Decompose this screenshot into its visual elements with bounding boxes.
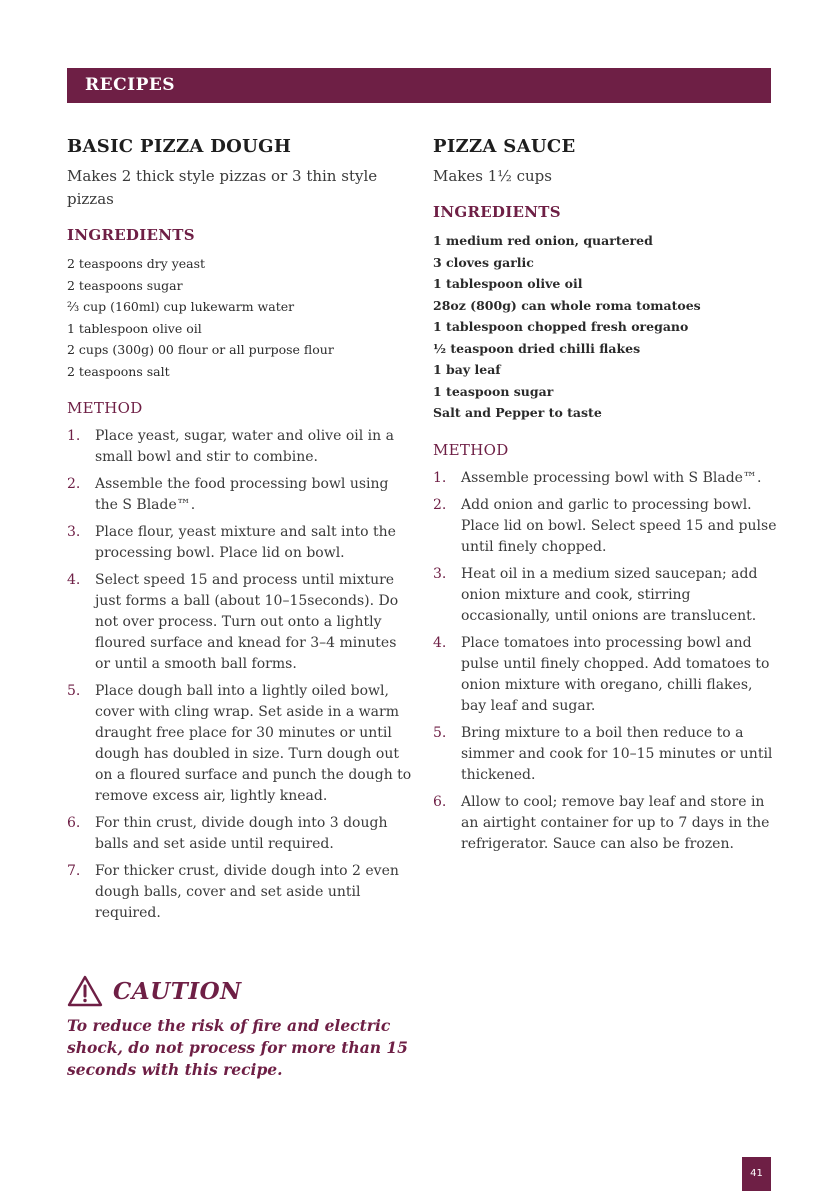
method-step xyxy=(433,564,778,627)
method-steps xyxy=(67,426,412,924)
step-text: For thicker crust, divide dough into 2 even dough balls, cover and set aside until required. xyxy=(95,863,399,921)
step-text: Assemble the food processing bowl using the S Blade™. xyxy=(95,476,389,513)
method-step xyxy=(67,681,412,807)
ingredient-item: 1 medium red onion, quartered xyxy=(433,233,653,248)
step-text: Assemble processing bowl with S Blade™. xyxy=(461,469,762,486)
method-step xyxy=(67,522,412,564)
ingredients-list xyxy=(433,230,778,424)
step-number: 6. xyxy=(433,793,447,810)
ingredient-item: 1 tablespoon olive oil xyxy=(67,320,202,336)
ingredients-heading: INGREDIENTS xyxy=(433,203,561,221)
section-header-title: RECIPES xyxy=(85,75,176,95)
caution-text: To reduce the risk of fire and electric shock, do not process for more than 15 seconds with this recipe. xyxy=(67,1016,408,1079)
step-text: Allow to cool; remove bay leaf and store in an airtight container for up to 7 days in the refrigerator. Sauce can also be frozen. xyxy=(461,793,770,852)
step-number: 1. xyxy=(433,469,447,486)
method-step xyxy=(433,723,778,786)
pizza-dough-recipe xyxy=(67,136,412,930)
method-heading: METHOD xyxy=(433,440,509,459)
method-step xyxy=(67,861,412,924)
method-steps xyxy=(433,468,778,855)
step-text: Bring mixture to a boil then reduce to a simmer and cook for 10–15 minutes or until thickened. xyxy=(461,724,773,783)
ingredient-item: 1 tablespoon olive oil xyxy=(433,276,583,291)
caution-header xyxy=(67,975,412,1007)
caution-title: CAUTION xyxy=(113,977,242,1005)
ingredient-item: 1 bay leaf xyxy=(433,362,501,377)
ingredient-item: 2 teaspoons salt xyxy=(67,363,170,379)
section-header xyxy=(67,68,771,103)
ingredients-list xyxy=(67,253,412,382)
recipe-yield: Makes 1½ cups xyxy=(433,167,552,185)
step-number: 5. xyxy=(67,683,81,699)
method-step xyxy=(67,570,412,675)
step-number: 3. xyxy=(67,524,81,540)
step-text: Place flour, yeast mixture and salt into the processing bowl. Place lid on bowl. xyxy=(95,524,396,561)
page-number: 41 xyxy=(742,1157,771,1191)
ingredient-item: 1 teaspoon sugar xyxy=(433,383,554,399)
step-text: Place dough ball into a lightly oiled bowl, cover with cling wrap. Set aside in a warm draught free place for 30 minutes or until dough has doubled in size. Turn dough out on a floured surface and punch the dough to remove excess air, lightly knead. xyxy=(95,683,412,804)
step-number: 1. xyxy=(67,428,81,444)
step-number: 4. xyxy=(67,572,81,588)
method-step xyxy=(433,633,778,717)
recipe-title: BASIC PIZZA DOUGH xyxy=(67,136,292,157)
step-number: 3. xyxy=(433,565,447,582)
recipe-yield: Makes 2 thick style pizzas or 3 thin style pizzas xyxy=(67,167,378,208)
ingredient-item: 2 teaspoons dry yeast xyxy=(67,256,206,271)
step-text: Heat oil in a medium sized saucepan; add onion mixture and cook, stirring occasionally, until onions are translucent. xyxy=(461,565,758,624)
ingredient-item: 3 cloves garlic xyxy=(433,254,534,270)
caution-box xyxy=(67,975,412,1081)
method-step xyxy=(67,426,412,468)
ingredient-item: 1 tablespoon chopped fresh oregano xyxy=(433,319,689,334)
warning-triangle-icon xyxy=(67,975,103,1007)
method-step xyxy=(433,468,778,489)
step-text: Place yeast, sugar, water and olive oil in a small bowl and stir to combine. xyxy=(95,428,394,465)
step-number: 4. xyxy=(433,634,447,651)
method-step xyxy=(433,495,778,558)
ingredients-heading: INGREDIENTS xyxy=(67,226,195,244)
step-number: 5. xyxy=(433,724,447,741)
step-number: 2. xyxy=(433,496,447,513)
ingredient-item: 2 teaspoons sugar xyxy=(67,277,183,293)
method-step xyxy=(67,813,412,855)
ingredient-item: 2 cups (300g) 00 flour or all purpose flour xyxy=(67,342,334,357)
method-step xyxy=(433,792,778,855)
step-number: 2. xyxy=(67,476,81,492)
step-text: For thin crust, divide dough into 3 dough balls and set aside until required. xyxy=(95,815,388,852)
method-heading: METHOD xyxy=(67,399,143,417)
ingredient-item: Salt and Pepper to taste xyxy=(433,405,602,420)
ingredient-item: 28oz (800g) can whole roma tomatoes xyxy=(433,297,701,313)
step-text: Add onion and garlic to processing bowl. Place lid on bowl. Select speed 15 and pulse until finely chopped. xyxy=(461,496,777,555)
recipe-title: PIZZA SAUCE xyxy=(433,136,576,157)
step-number: 6. xyxy=(67,815,81,831)
step-number: 7. xyxy=(67,863,81,879)
step-text: Place tomatoes into processing bowl and pulse until finely chopped. Add tomatoes to onion mixture with oregano, chilli flakes, bay leaf and sugar. xyxy=(461,634,770,714)
ingredient-item: ²⁄₃ cup (160ml) cup lukewarm water xyxy=(67,299,295,314)
method-step xyxy=(67,474,412,516)
step-text: Select speed 15 and process until mixture just forms a ball (about 10–15seconds). Do not over process. Turn out onto a lightly floured surface and knead for 3–4 minutes or until a smooth ball forms. xyxy=(95,572,399,672)
pizza-sauce-recipe xyxy=(433,136,778,861)
ingredient-item: ½ teaspoon dried chilli flakes xyxy=(433,340,641,356)
